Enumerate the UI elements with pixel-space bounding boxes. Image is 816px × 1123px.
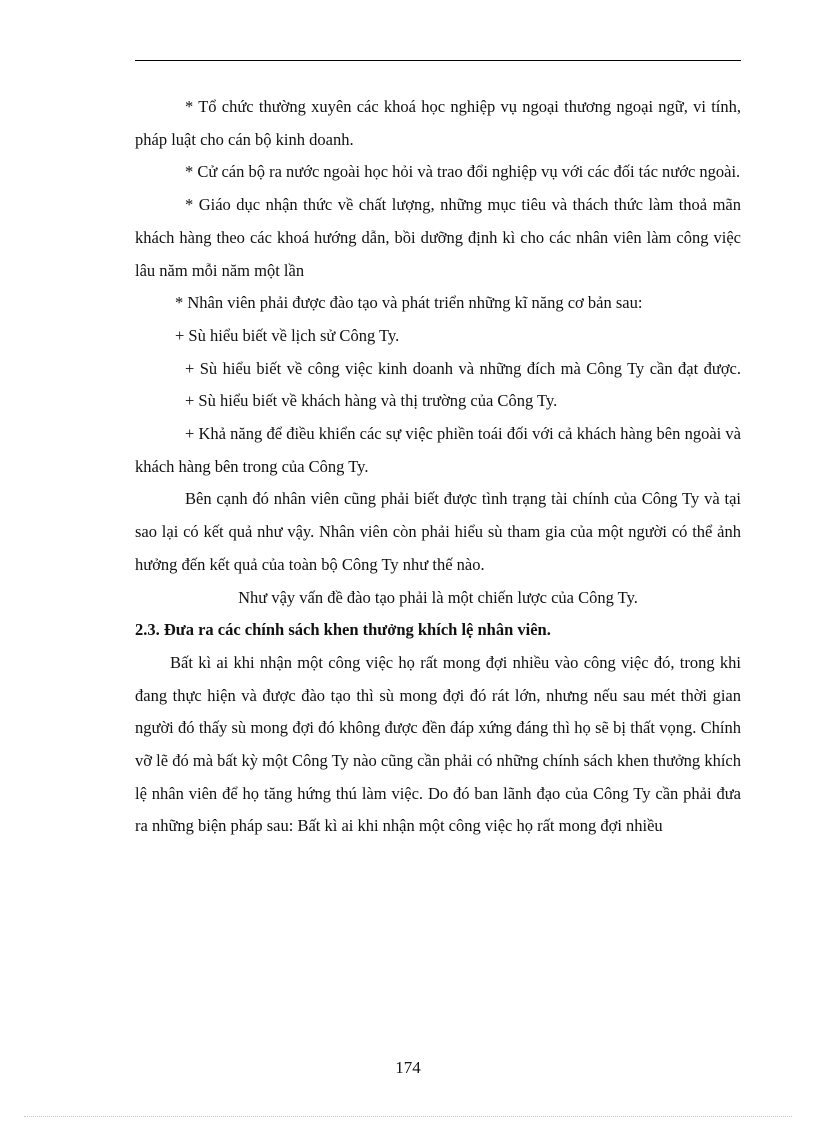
paragraph-training-courses: * Tổ chức thường xuyên các khoá học nghiệp vụ ngoại thương ngoại ngữ, vi tính, pháp luật cho cán bộ kinh doanh. [135,97,741,149]
list-item-business-goals: + Sù hiểu biết về công việc kinh doanh và những đích mà Công Ty cần đạt được. [185,358,741,378]
list-item-company-history: + Sù hiểu biết về lịch sử Công Ty. [175,325,400,345]
paragraph-training-strategy: Như vậy vấn đề đào tạo phải là một chiến lược của Công Ty. [238,587,638,607]
paragraph-reward-policies: Bất kì ai khi nhận một công việc họ rất mong đợi nhiều vào công việc đó, trong khi đang thực hiện và được đào tạo thì sù mong đợi đó rát lớn, nhưng nếu sau mét thời gian người đó thấy sù mong đợi đó không được đền đáp xứng đáng thì họ sẽ bị thất vọng. Chính vỡ lẽ đó mà bất kỳ một Công Ty nào cũng cần phải có những chính sách khen thưởng khích lệ nhân viên để họ tăng hứng thú làm việc. Do đó ban lãnh đạo của Công Ty cần phải đưa ra những biện pháp sau: Bất kì ai khi nhận một công việc họ rất mong đợi nhiều [135,652,741,836]
paragraph-quality-education: * Giáo dục nhận thức về chất lượng, những mục tiêu và thách thức làm thoả mãn khách hàng theo các khoá hướng dẫn, bồi dưỡng định kì cho các nhân viên làm công việc lâu năm mỗi năm một lần [135,195,741,280]
paragraph-basic-skills: * Nhân viên phải được đào tạo và phát triển những kĩ năng cơ bản sau: [175,293,643,313]
paragraph-send-abroad: * Cử cán bộ ra nước ngoài học hỏi và trao đổi nghiệp vụ với các đối tác nước ngoài. [185,162,741,182]
body-text [135,91,741,843]
section-heading: 2.3. Đưa ra các chính sách khen thưởng khích lệ nhân viên. [135,620,551,640]
header-rule [135,60,741,61]
paragraph-financial-status: Bên cạnh đó nhân viên cũng phải biết được tình trạng tài chính của Công Ty và tại sao lại có kết quả như vậy. Nhân viên còn phải hiểu sù tham gia của một người có thể ảnh hưởng đến kết quả của toàn bộ Công Ty như thế nào. [135,489,741,574]
list-item-customers-market: + Sù hiểu biết về khách hàng và thị trường của Công Ty. [185,391,558,411]
footer-rule [24,1116,792,1117]
list-item-handle-issues: + Khả năng để điều khiển các sự việc phiền toái đối với cả khách hàng bên ngoài và khách hàng bên trong của Công Ty. [135,424,741,476]
page-number: 174 [395,1058,421,1077]
